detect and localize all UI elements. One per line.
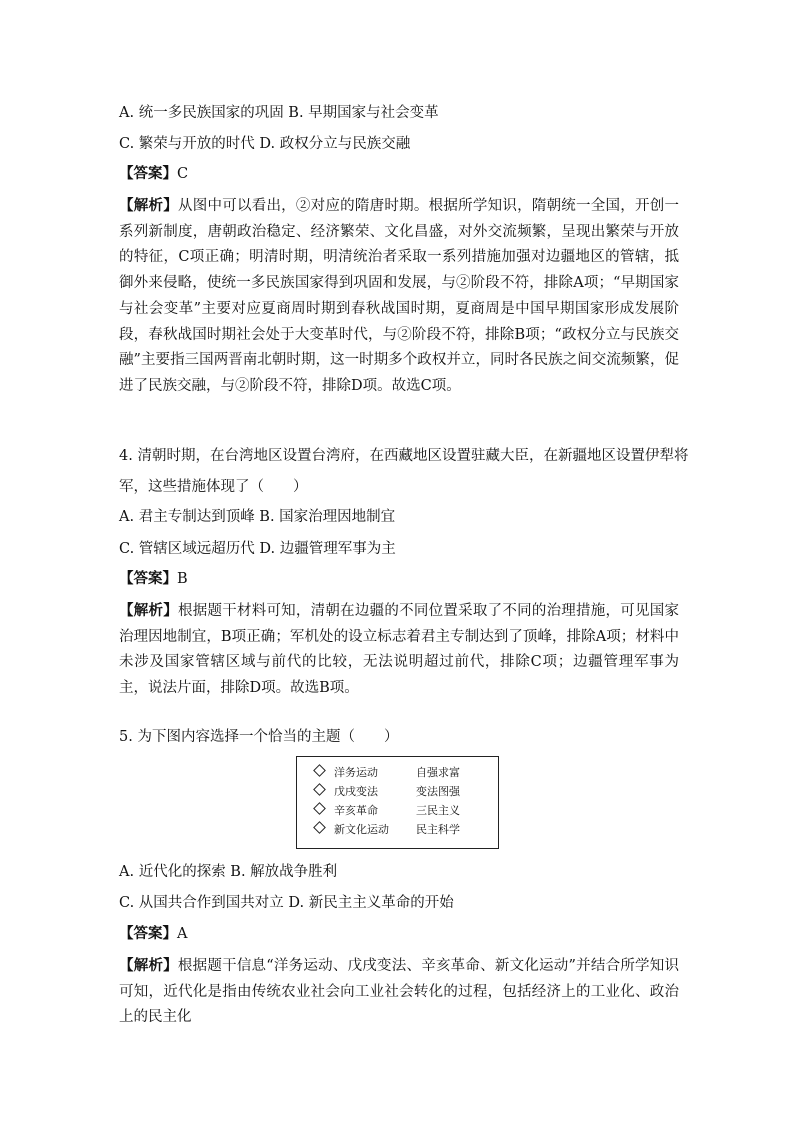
q4-stem-line1: 4. 清朝时期，在台湾地区设置台湾府，在西藏地区设置驻藏大臣，在新疆地区设置伊犁将 <box>119 448 689 464</box>
movement-slogan: 民主科学 <box>416 823 460 836</box>
box-row <box>315 823 460 837</box>
box-row <box>315 804 460 818</box>
q3-analysis <box>119 193 679 400</box>
q5-options-cd: C. 从国共合作到国共对立 D. 新民主主义革命的开始 <box>119 895 454 911</box>
diamond-icon <box>313 764 326 777</box>
q5-answer <box>119 925 187 943</box>
answer-value: A <box>177 926 188 942</box>
box-row <box>315 785 460 799</box>
q5-analysis <box>119 953 679 1031</box>
analysis-tag: 【解析】 <box>119 957 178 974</box>
movement-slogan: 变法图强 <box>416 785 460 798</box>
analysis-tag: 【解析】 <box>119 197 178 214</box>
diamond-icon <box>313 821 326 834</box>
movement-name: 新文化运动 <box>334 823 389 836</box>
q3-options-ab: A. 统一多民族国家的巩固 B. 早期国家与社会变革 <box>119 105 439 121</box>
movement-slogan: 自强求富 <box>416 766 460 779</box>
q5-stem: 5. 为下图内容选择一个恰当的主题（ ） <box>119 729 399 745</box>
q4-answer <box>119 570 188 588</box>
q5-figure-box <box>296 756 499 849</box>
analysis-text: 根据题干信息“洋务运动、戊戌变法、辛亥革命、新文化运动”并结合所学知识可知，近代化是指由传统农业社会向工业社会转化的过程，包括经济上的工业化、政治上的民主化 <box>119 958 680 1026</box>
analysis-text: 根据题干材料可知，清朝在边疆的不同位置采取了不同的治理措施，可见国家治理因地制宜，B项正确；军机处的设立标志着君主专制达到了顶峰，排除A项；材料中未涉及国家管辖区域与前代的比较，无法说明超过前代，排除C项；边疆管理军事为主，说法片面，排除D项。故选B项。 <box>119 603 680 697</box>
q5-options-ab: A. 近代化的探索 B. 解放战争胜利 <box>119 864 338 880</box>
q3-options-cd: C. 繁荣与开放的时代 D. 政权分立与民族交融 <box>119 136 411 152</box>
answer-value: C <box>177 166 189 182</box>
answer-tag: 【答案】 <box>119 925 177 942</box>
movement-name: 辛亥革命 <box>334 804 378 817</box>
movement-slogan: 三民主义 <box>416 804 460 817</box>
q4-stem-line2: 军，这些措施体现了（ ） <box>119 479 308 495</box>
q3-answer <box>119 165 188 183</box>
movement-name: 戊戌变法 <box>334 785 378 798</box>
movement-name: 洋务运动 <box>334 766 378 779</box>
q4-analysis <box>119 598 679 702</box>
q4-options-cd: C. 管辖区域远超历代 D. 边疆管理军事为主 <box>119 541 396 557</box>
answer-tag: 【答案】 <box>119 570 177 587</box>
diamond-icon <box>313 783 326 796</box>
analysis-text: 从图中可以看出，②对应的隋唐时期。根据所学知识，隋朝统一全国，开创一系列新制度，唐朝政治稳定、经济繁荣、文化昌盛，对外交流频繁，呈现出繁荣与开放的特征，C项正确；明清时期，明清统治者采取一系列措施加强对边疆地区的管辖，抵御外来侵略，使统一多民族国家得到巩固和发展，与②阶段不符，排除A项；“早期国家与社会变革”主要对应夏商周时期到春秋战国时期，夏商周是中国早期国家形成发展阶段，春秋战国时期社会处于大变革时代，与②阶段不符，排除B项；“政权分立与民族交融”主要指三国两晋南北朝时期，这一时期多个政权并立，同时各民族之间交流频繁，促进了民族交融，与②阶段不符，排除D项。故选C项。 <box>119 198 680 394</box>
q4-options-ab: A. 君主专制达到顶峰 B. 国家治理因地制宜 <box>119 509 396 525</box>
diamond-icon <box>313 802 326 815</box>
box-row <box>315 766 460 780</box>
answer-value: B <box>177 571 188 587</box>
answer-tag: 【答案】 <box>119 165 177 182</box>
analysis-tag: 【解析】 <box>119 602 178 619</box>
